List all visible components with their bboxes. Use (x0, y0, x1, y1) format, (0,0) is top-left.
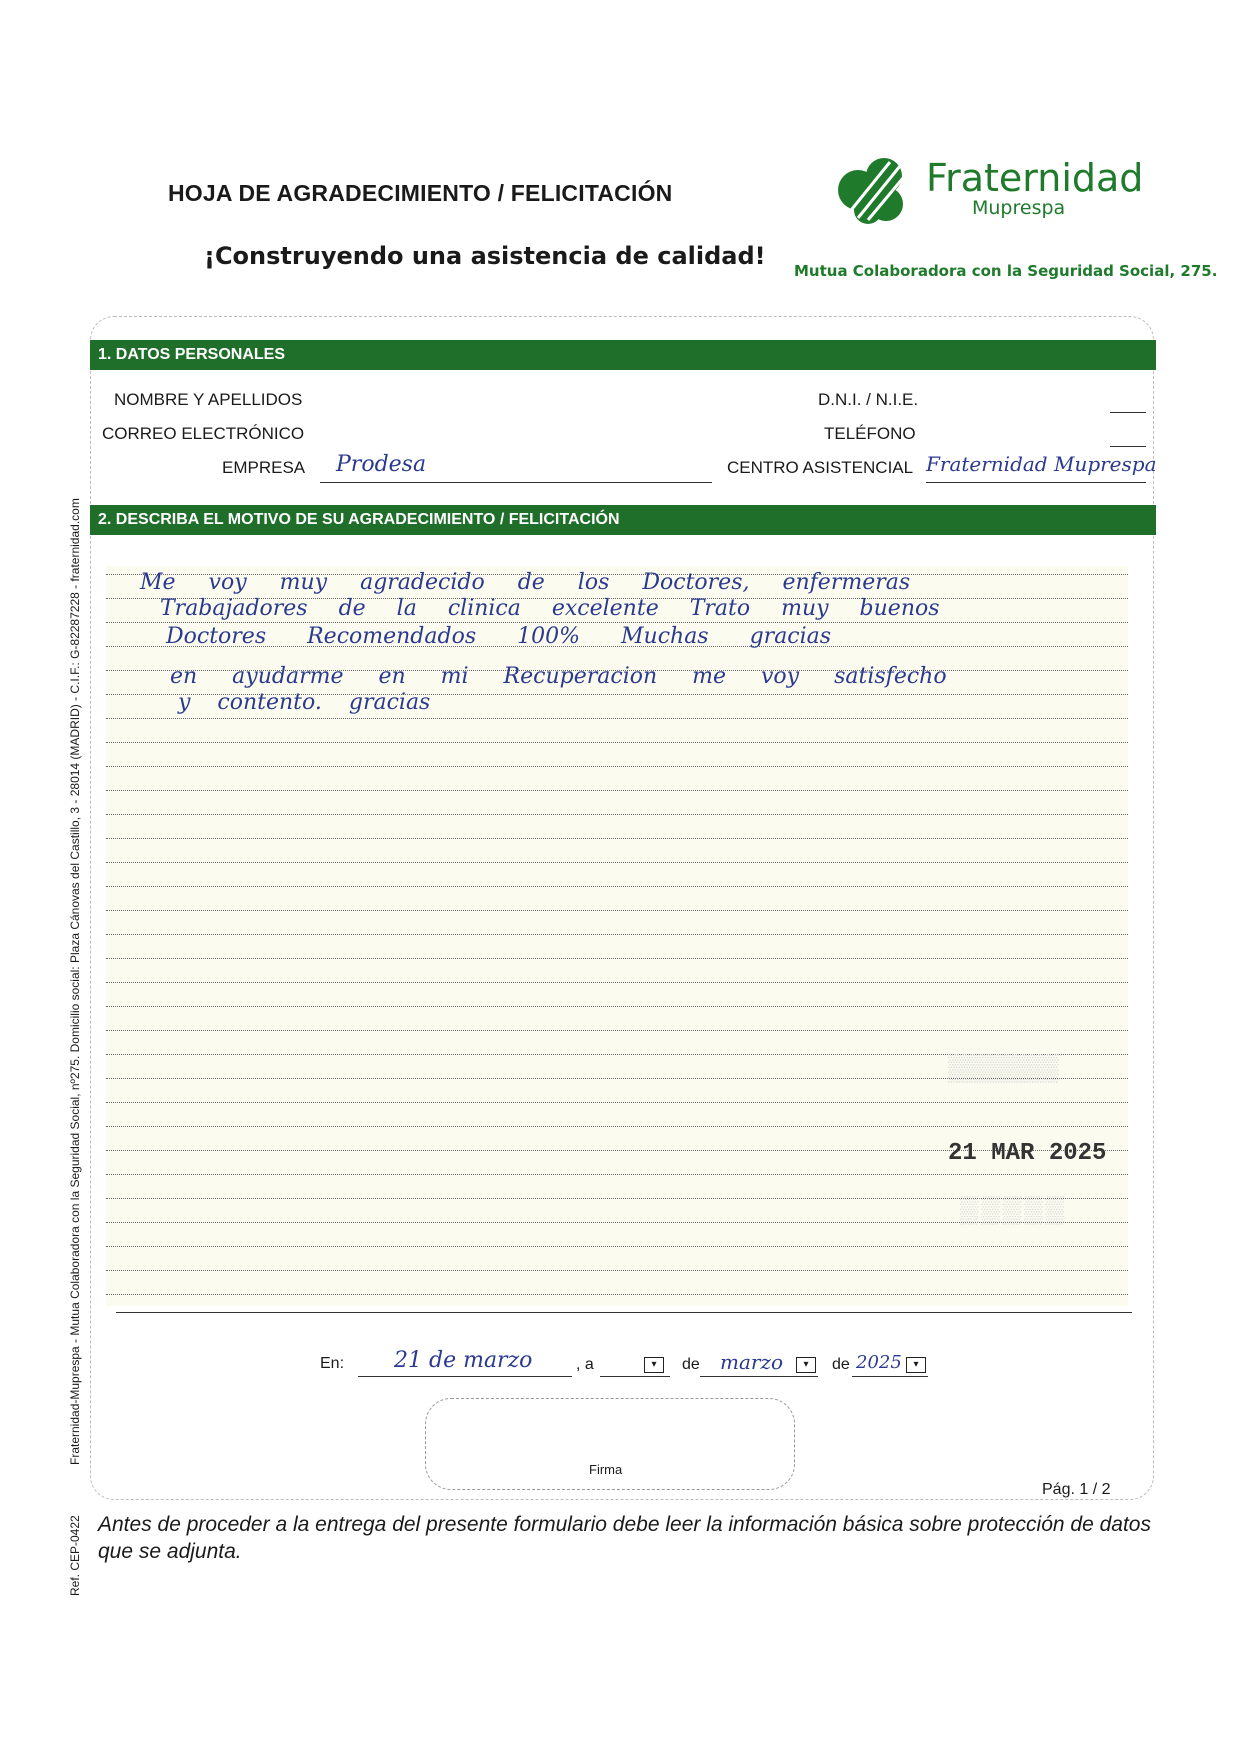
fraternidad-logo-icon (828, 154, 920, 226)
year-dropdown-icon[interactable]: ▾ (906, 1357, 926, 1373)
dni-label: D.N.I. / N.I.E. (818, 390, 919, 409)
handwritten-line: y contento. gracias (178, 690, 431, 715)
received-stamp: 21 MAR 2025 (948, 1140, 1107, 1167)
form-title: HOJA DE AGRADECIMIENTO / FELICITACIÓN (168, 180, 673, 206)
year-value: 2025 (856, 1352, 902, 1373)
form-subtitle: ¡Construyendo una asistencia de calidad! (204, 242, 766, 270)
de-label: de (682, 1356, 700, 1373)
section2-heading: 2. DESCRIBA EL MOTIVO DE SU AGRADECIMIENTO / FELICITACIÓN (90, 505, 1156, 535)
month-field[interactable] (700, 1376, 818, 1377)
year-field[interactable] (852, 1376, 928, 1377)
side-legal-text: Fraternidad-Mupresp​a - Mutua Colaboradora con la Seguridad Social, nº275. Domicilio social: Plaza Cánovas del Castillo, 3 - 28014 (MADRID) - C.I.F.: G-82287228 - fraternidad.com (68, 498, 82, 1465)
stamp-faint-top: ▒▒▒▒▒▒ (948, 1052, 1059, 1082)
correo-label: CORREO ELECTRÓNICO (102, 424, 305, 443)
month-value: marzo (720, 1350, 784, 1374)
handwritten-line: Me voy muy agradecido de los Doctores, enfermeras (140, 570, 911, 595)
handwritten-line: Trabajadores de la clinica excelente Trato muy buenos (160, 596, 940, 621)
handwritten-line: Doctores Recomendados 100% Muchas gracias (166, 624, 832, 649)
brand-tagline: Mutua Colaboradora con la Seguridad Social, 275. (794, 262, 1218, 280)
place-field[interactable] (358, 1376, 572, 1377)
section1-heading: 1. DATOS PERSONALES (90, 340, 1156, 370)
day-field[interactable] (600, 1376, 670, 1377)
data-protection-notice: Antes de proceder a la entrega del presente formulario debe leer la información básica sobre protección de datos que se adjunta. (98, 1513, 1151, 1563)
empresa-label: EMPRESA (222, 458, 306, 477)
textarea-bottom-rule (116, 1312, 1132, 1313)
dni-field[interactable] (1110, 412, 1146, 413)
page-number: Pág. 1 / 2 (1042, 1481, 1111, 1498)
reference-code: Ref. CEP-0422 (68, 1515, 82, 1596)
telefono-field[interactable] (1110, 446, 1146, 447)
centro-value: Fraternidad Mupresp​a (926, 452, 1157, 476)
centro-label: CENTRO ASISTENCIAL (727, 458, 914, 477)
en-label: En: (320, 1355, 345, 1372)
month-dropdown-icon[interactable]: ▾ (796, 1357, 816, 1373)
handwritten-line: en ayudarme en mi Recuperacion me voy satisfecho (170, 664, 947, 689)
signature-label: Firma (589, 1462, 623, 1477)
empresa-field[interactable] (320, 482, 712, 483)
stamp-faint-bottom: ▒▒▒▒▒ (960, 1194, 1068, 1224)
a-label: , a (576, 1356, 594, 1373)
centro-field[interactable] (926, 482, 1146, 483)
nombre-label: NOMBRE Y APELLIDOS (114, 390, 303, 409)
brand-subname: Mupresp​a (972, 197, 1066, 219)
de-label: de (832, 1356, 850, 1373)
telefono-label: TELÉFONO (824, 424, 916, 443)
day-dropdown-icon[interactable]: ▾ (644, 1357, 664, 1373)
place-value: 21 de marzo (394, 1348, 533, 1373)
brand-name: Fraternidad (926, 156, 1144, 200)
empresa-value: Prodesa (336, 452, 427, 477)
